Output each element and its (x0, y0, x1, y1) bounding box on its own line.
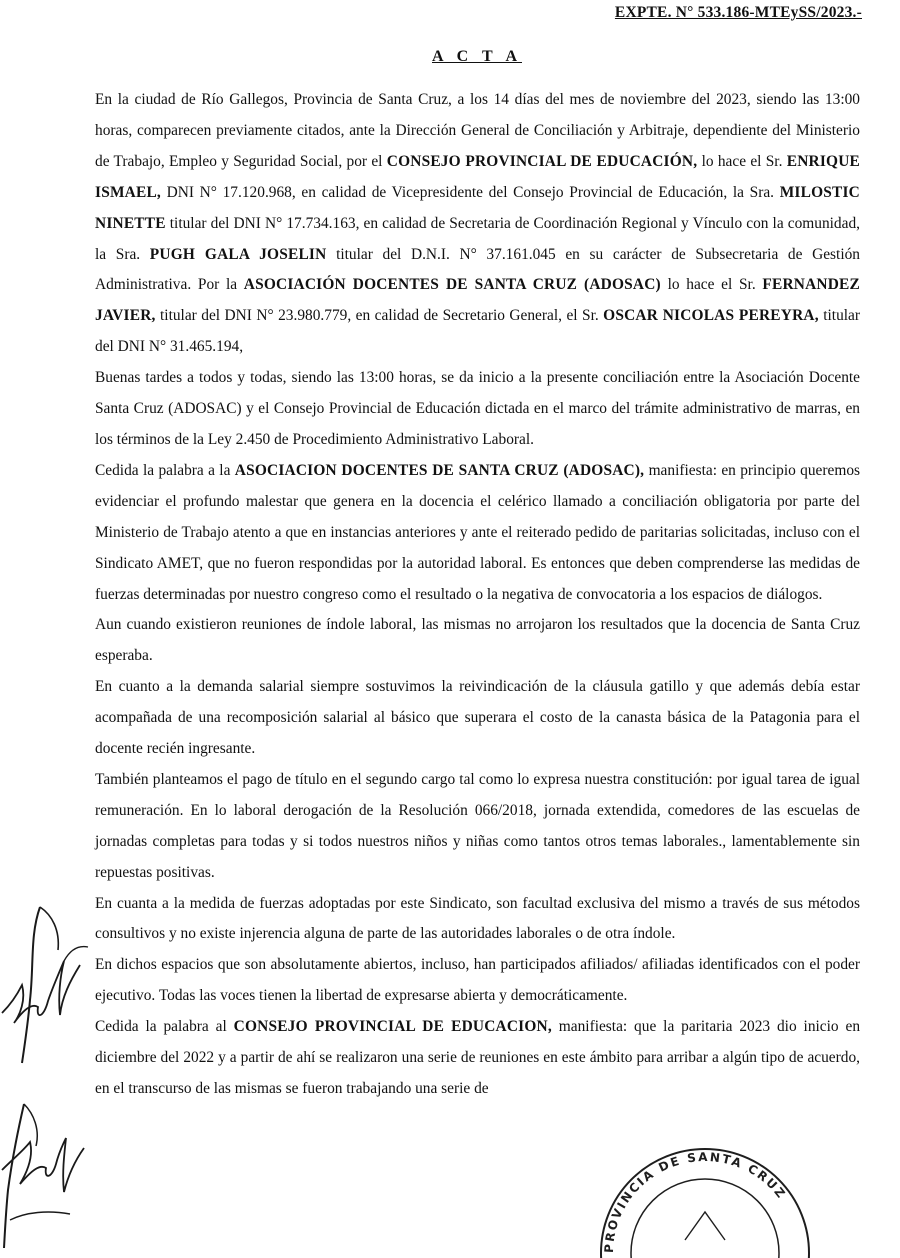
paragraph-titulo: También planteamos el pago de título en el segundo cargo tal como lo expresa nuestra constitución: por igual tarea de igual remuneración. En lo laboral derogación de la Resolución 066/2018, jornada extendida, comedores de las escuelas de jornadas completas para todas y si todos nuestros niños y niñas como tantos otros temas laborales., lamentablemente sin repuestas positivas. (95, 770, 860, 881)
paragraph-medida-fuerza: En cuanta a la medida de fuerzas adoptadas por este Sindicato, son facultad exclusiva del mismo a través de sus métodos consultivos y no existe injerencia alguna de parte de las autoridades laborales o de otra índole. (95, 894, 860, 943)
paragraph-inicio: Buenas tardes a todos y todas, siendo las 13:00 horas, se da inicio a la presente conciliación entre la Asociación Docente Santa Cruz (ADOSAC) y el Consejo Provincial de Educación dictada en el marco del trámite administrativo de marras, en los términos de la Ley 2.450 de Procedimiento Administrativo Laboral. (95, 369, 860, 448)
document-body (95, 85, 860, 1105)
signature-mark-1 (0, 905, 95, 1065)
expediente-number: EXPTE. N° 533.186-MTEySS/2023.- (614, 4, 862, 21)
official-stamp (585, 1148, 825, 1258)
paragraph-adosac-statement: Cedida la palabra a la ASOCIACION DOCENTES DE SANTA CRUZ (ADOSAC), manifiesta: en principio queremos evidenciar el profundo malestar que genera en la docencia el celérico llamado a conciliación obligatoria por parte del Ministerio de Trabajo atento a que en instancias anteriores y ante el reiterado pedido de paritarias solicitadas, incluso con el Sindicato AMET, que no fueron respondidas por la autoridad laboral. Es entonces que deben comprenderse las medidas de fuerzas determinadas por nuestro congreso como el resultado o la negativa de convocatoria a los espacios de diálogos. (95, 461, 860, 603)
stamp-text: PROVINCIA DE SANTA CRUZ (601, 1149, 789, 1254)
paragraph-espacios: En dichos espacios que son absolutamente abiertos, incluso, han participados afiliados/ afiliadas identificados con el poder ejecutivo. Todas las voces tienen la libertad de expresarse abierta y democráticamente. (95, 956, 860, 1005)
paragraph-comparecientes: En la ciudad de Río Gallegos, Provincia de Santa Cruz, a los 14 días del mes de noviembre del 2023, siendo las 13:00 horas, comparecen previamente citados, ante la Dirección General de Conciliación y Arbitraje, dependiente del Ministerio de Trabajo, Empleo y Seguridad Social, por el CONSEJO PROVINCIAL DE EDUCACIÓN, lo hace el Sr. ENRIQUE ISMAEL, DNI N° 17.120.968, en calidad de Vicepresidente del Consejo Provincial de Educación, la Sra. MILOSTIC NINETTE titular del DNI N° 17.734.163, en calidad de Secretaria de Coordinación Regional y Vínculo con la comunidad, la Sra. PUGH GALA JOSELIN titular del D.N.I. N° 37.161.045 en su carácter de Subsecretaria de Gestión Administrativa. Por la ASOCIACIÓN DOCENTES DE SANTA CRUZ (ADOSAC) lo hace el Sr. FERNANDEZ JAVIER, titular del DNI N° 23.980.779, en calidad de Secretario General, el Sr. OSCAR NICOLAS PEREYRA, titular del DNI N° 31.465.194, (95, 91, 860, 356)
paragraph-reuniones: Aun cuando existieron reuniones de índole laboral, las mismas no arrojaron los resultados que la docencia de Santa Cruz esperaba. (95, 616, 860, 665)
document-title: A C T A (432, 48, 522, 65)
paragraph-cpe-statement: Cedida la palabra al CONSEJO PROVINCIAL DE EDUCACION, manifiesta: que la paritaria 2023 dio inicio en diciembre del 2022 y a partir de ahí se realizaron una serie de reuniones en este ámbito para arribar a algún tipo de acuerdo, en el transcurso de las mismas se fueron trabajando una serie de (95, 1018, 861, 1097)
paragraph-demanda-salarial: En cuanto a la demanda salarial siempre sostuvimos la reivindicación de la cláusula gatillo y que además debía estar acompañada de una recomposición salarial al básico que superara el costo de la canasta básica de la Patagonia para el docente recién ingresante. (95, 678, 860, 758)
signature-mark-2 (0, 1100, 95, 1250)
